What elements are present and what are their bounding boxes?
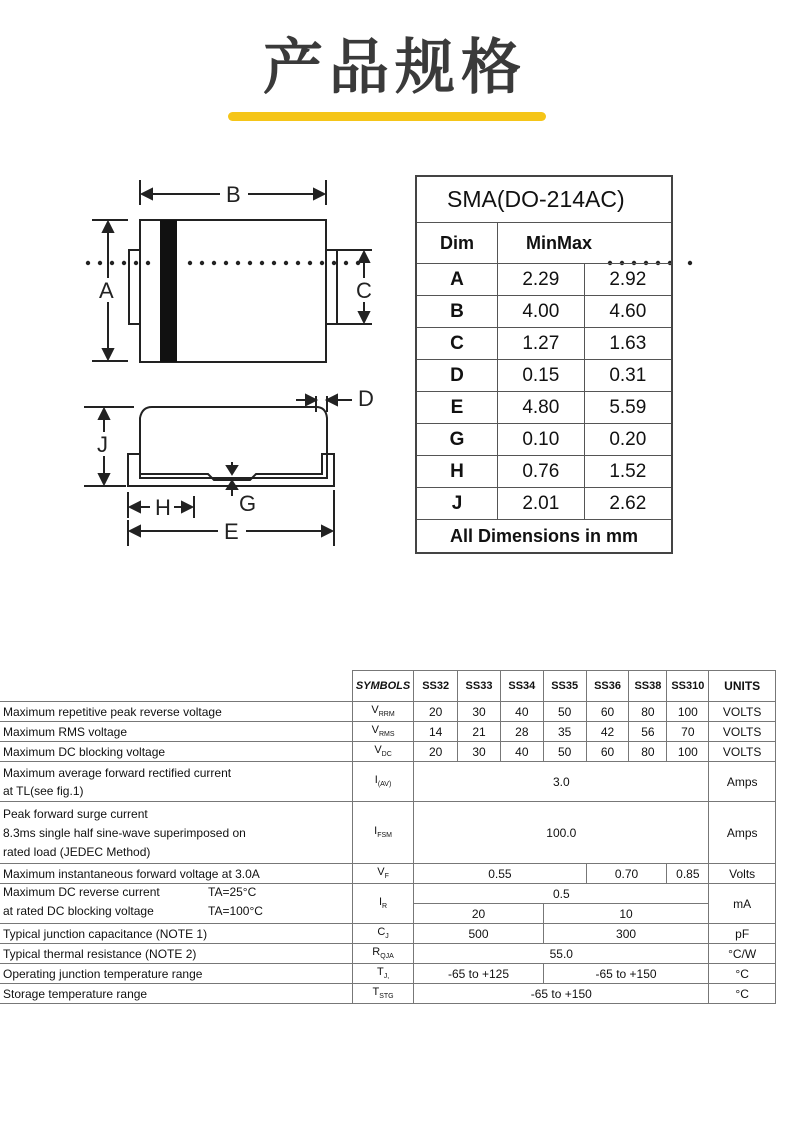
value-cell: 100.0 [414,802,709,864]
symbol: $C_J$ [352,924,413,944]
dim-name: D [416,360,498,392]
dim-max: 4.60 [584,296,672,328]
symbol: $V_{DC}$ [352,742,413,762]
param-label: Maximum DC blocking voltage [0,742,352,762]
dim-min: 2.29 [498,264,585,296]
dim-row [416,360,672,392]
dim-min: 1.27 [498,328,585,360]
unit-cell: VOLTS [709,742,776,762]
value-cell: 30 [458,702,501,722]
value-cell: 20 [414,702,458,722]
value-cell: 42 [586,722,629,742]
dim-max: 0.20 [584,424,672,456]
value-cell: 56 [629,722,667,742]
spec-row-vrms [0,722,776,742]
dim-min: 2.01 [498,488,585,520]
value-cell: 28 [500,722,543,742]
dim-min: 0.76 [498,456,585,488]
value-cell: 20 [414,742,458,762]
dim-max: 2.92 [584,264,672,296]
dim-label-h: H [155,495,171,520]
top-view-lead-left [129,250,140,324]
dim-name: G [416,424,498,456]
symbol: $I_{(AV)}$ [352,762,413,802]
package-name: SMA(DO-214AC) [416,176,672,223]
unit-cell: VOLTS [709,722,776,742]
symbol: $I_R$ [352,884,413,924]
dim-label-c: C [356,278,372,303]
spec-row-vrrm [0,702,776,722]
param-label: Typical thermal resistance (NOTE 2) [0,944,352,964]
unit-cell: °C [709,984,776,1004]
spec-row-vdc [0,742,776,762]
unit-cell: mA [709,884,776,924]
value-cell: 0.55 [414,864,586,884]
dim-min: 4.80 [498,392,585,424]
spec-row-tstg [0,984,776,1004]
value-cell: -65 to +150 [414,984,709,1004]
spec-row-rth [0,944,776,964]
value-cell: -65 to +150 [543,964,709,984]
dim-row [416,328,672,360]
cathode-band [160,220,177,362]
dim-name: E [416,392,498,424]
dim-label-b: B [226,182,241,207]
unit-cell: Amps [709,762,776,802]
value-cell: 30 [458,742,501,762]
dim-name: J [416,488,498,520]
dim-max: 2.62 [584,488,672,520]
value-cell: 500 [414,924,544,944]
unit-cell: Amps [709,802,776,864]
unit-cell: Volts [709,864,776,884]
dim-label-d: D [358,386,374,411]
param-label: Peak forward surge current 8.3ms single half sine-wave superimposed on rated load (JEDEC Method) [0,802,352,864]
value-cell: 3.0 [414,762,709,802]
part-header: SS35 [543,671,586,702]
spec-row-iav [0,762,776,802]
unit-cell: °C/W [709,944,776,964]
symbol: $V_{RRM}$ [352,702,413,722]
part-header: SS32 [414,671,458,702]
value-cell: 10 [543,904,709,924]
value-cell: 55.0 [414,944,709,964]
part-header: SS38 [629,671,667,702]
value-cell: 0.85 [667,864,709,884]
dim-row [416,488,672,520]
spec-row-ir-25 [0,884,776,904]
param-label: Maximum DC reverse current TA=25°C at rated DC blocking voltage TA=100°C [0,884,352,924]
dim-max: 0.31 [584,360,672,392]
minmax-header: MinMax [498,223,673,264]
dimension-footnote: All Dimensions in mm [416,520,672,554]
param-label: Typical junction capacitance (NOTE 1) [0,924,352,944]
units-header: UNITS [709,671,776,702]
spec-row-tj [0,964,776,984]
value-cell: 20 [414,904,544,924]
value-cell: 60 [586,742,629,762]
param-label: Maximum instantaneous forward voltage at 3.0A [0,864,352,884]
value-cell: 40 [500,742,543,762]
value-cell: 70 [667,722,709,742]
dim-row [416,296,672,328]
dim-name: C [416,328,498,360]
dim-label-e: E [224,519,239,544]
dim-name: A [416,264,498,296]
dim-label-j: J [97,432,108,457]
part-header: SS34 [500,671,543,702]
param-label: Storage temperature range [0,984,352,1004]
part-header: SS33 [458,671,501,702]
value-cell: 100 [667,702,709,722]
symbol: $R_{QJA}$ [352,944,413,964]
part-header: SS36 [586,671,629,702]
symbol: $T_{STG}$ [352,984,413,1004]
symbol: $V_{RMS}$ [352,722,413,742]
symbol: $T_{J,}$ [352,964,413,984]
dim-row [416,264,672,296]
value-cell: 0.70 [586,864,667,884]
value-cell: 0.5 [414,884,709,904]
value-cell: 14 [414,722,458,742]
unit-cell: VOLTS [709,702,776,722]
dim-min: 4.00 [498,296,585,328]
dim-min: 0.10 [498,424,585,456]
spec-row-ifsm [0,802,776,864]
value-cell: 35 [543,722,586,742]
dim-min: 0.15 [498,360,585,392]
symbol: $V_F$ [352,864,413,884]
spec-row-vf [0,864,776,884]
param-label: Operating junction temperature range [0,964,352,984]
dim-label-a: A [99,278,114,303]
value-cell: -65 to +125 [414,964,544,984]
value-cell: 100 [667,742,709,762]
dim-name: B [416,296,498,328]
param-label: Maximum average forward rectified current at TL(see fig.1) [0,762,352,802]
symbols-header: SYMBOLS [352,671,413,702]
param-label: Maximum RMS voltage [0,722,352,742]
dim-label-g: G [239,491,257,516]
part-header: SS310 [667,671,709,702]
dim-name: H [416,456,498,488]
dim-row [416,456,672,488]
value-cell: 50 [543,702,586,722]
dim-header: Dim [416,223,498,264]
spec-table [0,670,776,1004]
value-cell: 40 [500,702,543,722]
unit-cell: pF [709,924,776,944]
value-cell: 80 [629,702,667,722]
value-cell: 50 [543,742,586,762]
dimension-table [415,175,673,554]
top-view-lead-right [326,250,337,324]
unit-cell: °C [709,964,776,984]
value-cell: 300 [543,924,709,944]
dim-max: 1.63 [584,328,672,360]
dim-max: 1.52 [584,456,672,488]
spec-row-cj [0,924,776,944]
value-cell: 21 [458,722,501,742]
dim-row [416,392,672,424]
page-title: 产品规格 [263,33,527,103]
value-cell: 80 [629,742,667,762]
value-cell: 60 [586,702,629,722]
dim-row [416,424,672,456]
symbol: $I_{FSM}$ [352,802,413,864]
dim-max: 5.59 [584,392,672,424]
param-label: Maximum repetitive peak reverse voltage [0,702,352,722]
